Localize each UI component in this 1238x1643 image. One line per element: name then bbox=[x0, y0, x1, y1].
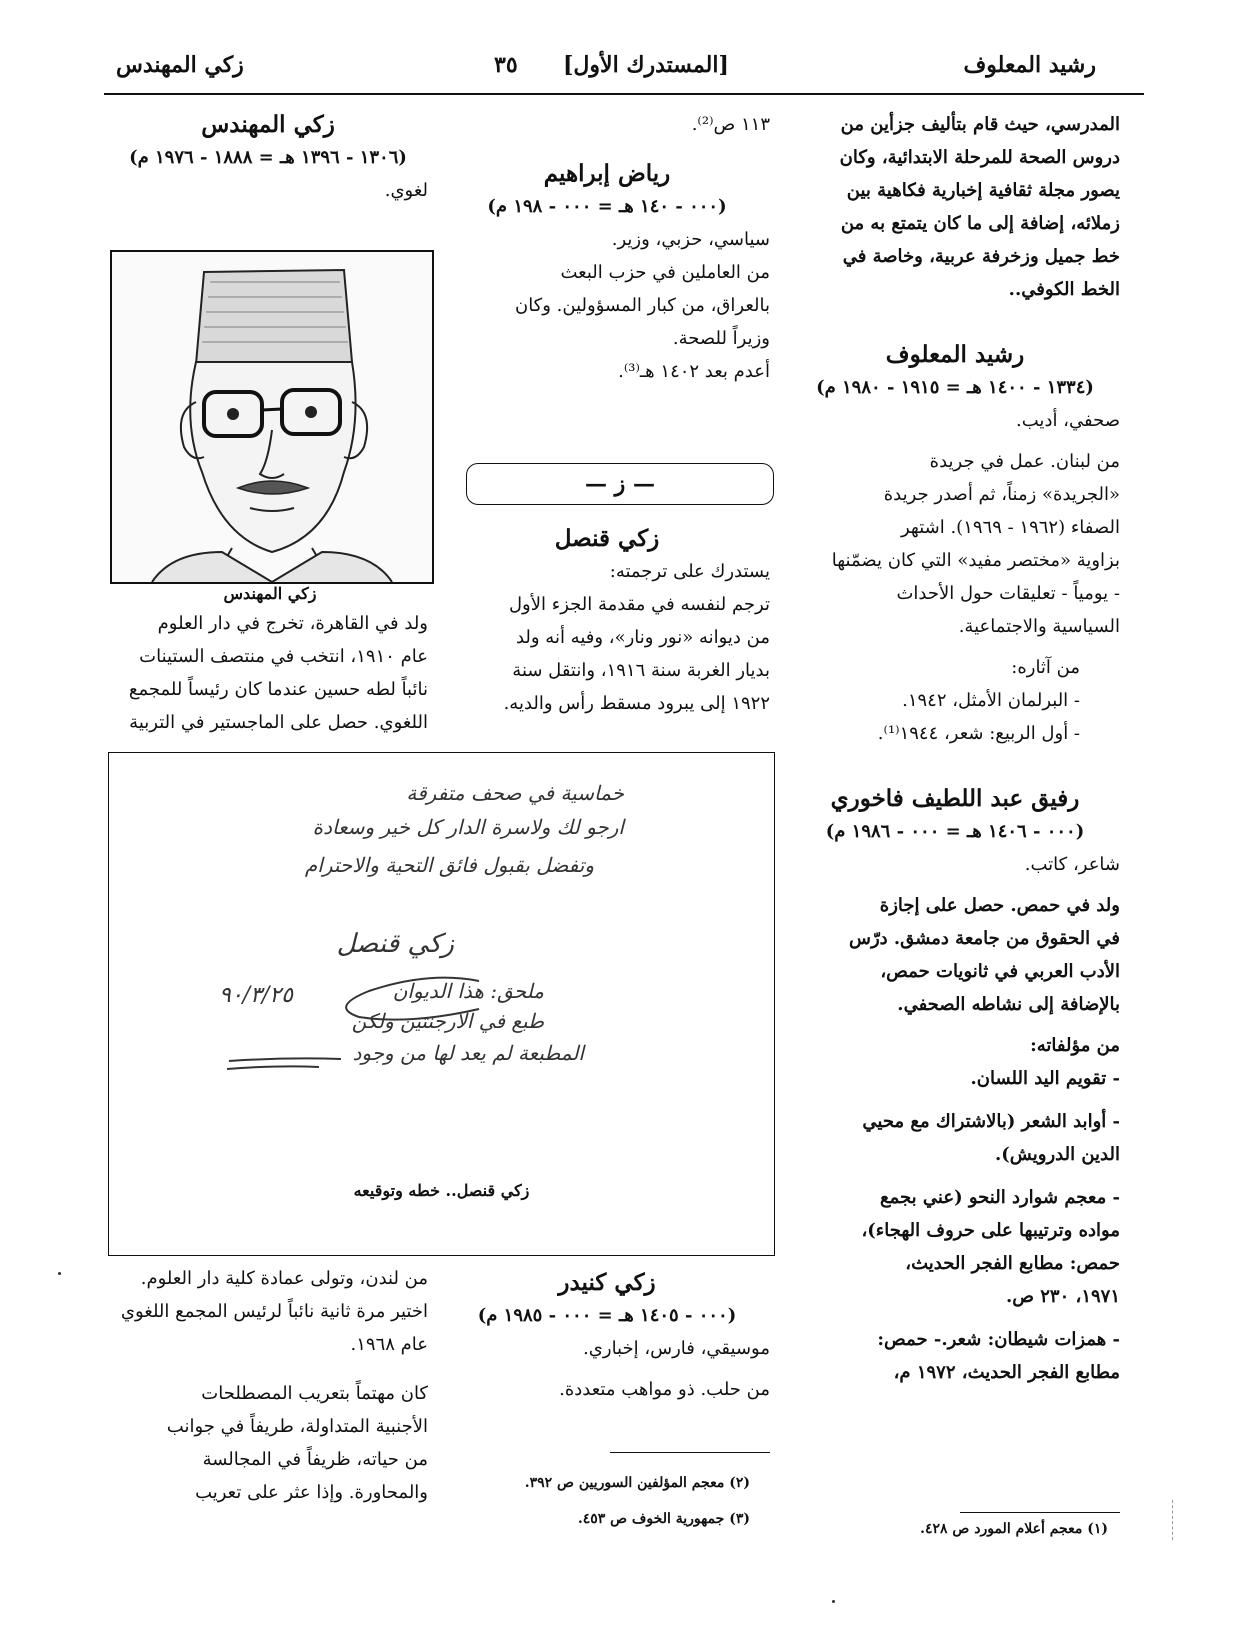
text-line: من حياته، ظريفاً في المجالسة bbox=[202, 1449, 428, 1470]
text-line: بالعراق، من كبار المسؤولين. وكان bbox=[514, 295, 770, 316]
handwriting-note-2: طبع في الارجنتين ولكن bbox=[351, 1009, 544, 1033]
entry-heading-kneider: زكي كنيدر bbox=[558, 1269, 656, 1296]
text-line: ترجم لنفسه في مقدمة الجزء الأول bbox=[508, 594, 770, 615]
right-column bbox=[790, 108, 1120, 1399]
entry-lead-qunsul: يستدرك على ترجمته: bbox=[609, 561, 770, 582]
entry-heading-ibrahim: رياض إبراهيم bbox=[543, 160, 671, 187]
text-line: في الحقوق من جامعة دمشق. درّس bbox=[848, 928, 1120, 949]
text-line: يصور مجلة ثقافية إخبارية فكاهية بين bbox=[846, 180, 1120, 201]
intro-paragraph bbox=[790, 108, 1120, 306]
scan-speck bbox=[58, 1272, 61, 1275]
text-line: الصفاء (١٩٦٢ - ١٩٦٩). اشتهر bbox=[901, 517, 1120, 538]
entry-heading-maalouf: رشيد المعلوف bbox=[885, 341, 1025, 368]
text-line: خط جميل وزخرفة عربية، وخاصة في bbox=[842, 246, 1120, 267]
portrait-caption: زكي المهندس bbox=[223, 584, 317, 603]
works-heading-fakhouri: من مؤلفاته: bbox=[1030, 1035, 1120, 1056]
text-line: من لبنان. عمل في جريدة bbox=[929, 451, 1120, 472]
handwriting-line-2: ارجو لك ولاسرة الدار كل خير وسعادة bbox=[312, 815, 624, 839]
entry-heading-fakhouri: رفيق عبد اللطيف فاخوري bbox=[830, 785, 1080, 812]
text-line: نائباً لطه حسين عندما كان رئيساً للمجمع bbox=[128, 679, 428, 700]
text-line: الخط الكوفي.. bbox=[1008, 279, 1120, 300]
work-item bbox=[790, 1062, 1120, 1095]
text-line: زملائه، إضافة إلى ما كان يتمتع به من bbox=[840, 213, 1120, 234]
text-line: كان مهتماً بتعريب المصطلحات bbox=[201, 1383, 428, 1404]
work-item: - البرلمان الأمثل، ١٩٤٢. bbox=[902, 690, 1080, 711]
text-line: من لندن، وتولى عمادة كلية دار العلوم. bbox=[140, 1268, 428, 1289]
text-line: ولد في القاهرة، تخرج في دار العلوم bbox=[157, 613, 428, 634]
middle-column-qunsul bbox=[444, 522, 770, 720]
text-line: بالإضافة إلى نشاطه الصحفي. bbox=[897, 994, 1120, 1015]
entry-bio-muhandis-bottom bbox=[108, 1262, 428, 1361]
work-item bbox=[790, 1105, 1120, 1171]
text-line: اللغوي. حصل على الماجستير في التربية bbox=[129, 712, 428, 733]
text-line: - يومياً - تعليقات حول الأحداث bbox=[896, 583, 1120, 604]
text-line: - تقويم اليد اللسان. bbox=[970, 1068, 1120, 1089]
footnote-rule-right bbox=[960, 1512, 1120, 1513]
section-letter-box: — ز — bbox=[466, 463, 774, 505]
text-line: من ديوانه «نور ونار»، وفيه أنه ولد bbox=[515, 627, 770, 648]
handwriting-note-1: ملحق: هذا الديوان bbox=[392, 979, 544, 1003]
entry-role-ibrahim: سياسي، حزبي، وزير. bbox=[611, 229, 770, 250]
footnotes-middle bbox=[525, 1458, 750, 1544]
entry-role-muhandis: لغوي. bbox=[384, 180, 428, 201]
entry-dates-ibrahim: (٠٠٠ - ١٤٠ هـ = ٠٠٠ - ١٩٨ م) bbox=[487, 196, 727, 217]
entry-heading-qunsul: زكي قنصل bbox=[554, 525, 660, 552]
text-line: حمص: مطابع الفجر الحديث، bbox=[905, 1253, 1120, 1274]
text-line: - أوابد الشعر (بالاشتراك مع محيي bbox=[862, 1111, 1120, 1132]
header-rule bbox=[104, 93, 1144, 95]
text-line: الأجنبية المتداولة، طريفاً في جوانب bbox=[166, 1416, 428, 1437]
text-line: الأدب العربي في ثانويات حمص، bbox=[880, 961, 1120, 982]
running-head-right: رشيد المعلوف bbox=[963, 52, 1096, 78]
entry-role-maalouf: صحفي، أديب. bbox=[1016, 410, 1120, 431]
footnote-line: (٣) جمهورية الخوف ص ٤٥٣. bbox=[577, 1511, 750, 1527]
middle-column-top bbox=[444, 108, 770, 388]
text-line: السياسية والاجتماعية. bbox=[958, 616, 1120, 637]
page-number: ٣٥ bbox=[494, 52, 518, 78]
work-item bbox=[790, 1323, 1120, 1389]
entry-dates-fakhouri: (٠٠٠ - ١٤٠٦ هـ = ٠٠٠ - ١٩٨٦ م) bbox=[825, 821, 1085, 842]
entry-bio-kneider: من حلب. ذو مواهب متعددة. bbox=[559, 1379, 770, 1400]
footnote-1: (١) معجم أعلام المورد ص ٤٢٨. bbox=[920, 1521, 1108, 1537]
text-line: - معجم شوارد النحو (عني بجمع bbox=[880, 1187, 1120, 1208]
text-line: من العاملين في حزب البعث bbox=[560, 262, 770, 283]
entry-role-kneider: موسيقي، فارس، إخباري. bbox=[583, 1338, 770, 1359]
text-line: ١٩٢٢ إلى يبرود مسقط رأس والديه. bbox=[503, 693, 770, 714]
text-line: عام ١٩٦٨. bbox=[350, 1334, 428, 1355]
entry-bio-ibrahim bbox=[444, 256, 770, 388]
works-list-maalouf bbox=[790, 684, 1080, 750]
handwriting-caption: زكي قنصل.. خطه وتوقيعه bbox=[353, 1181, 530, 1200]
text-line: ولد في حمص. حصل على إجازة bbox=[879, 895, 1120, 916]
entry-bio-muhandis-bottom2 bbox=[108, 1377, 428, 1509]
handwriting-figure bbox=[108, 752, 775, 1256]
text-line: اختير مرة ثانية نائباً لرئيس المجمع اللغوي bbox=[120, 1301, 428, 1322]
entry-heading-muhandis: زكي المهندس bbox=[201, 111, 335, 138]
text-line: - همزات شيطان: شعر.- حمص: bbox=[877, 1329, 1120, 1350]
handwriting-date: ٩٠/٣/٢٥ bbox=[219, 983, 293, 1008]
text-line: ١٩٧١، ٢٣٠ ص. bbox=[1005, 1286, 1120, 1307]
works-heading-maalouf: من آثاره: bbox=[1011, 657, 1080, 678]
text-line: أعدم بعد ١٤٠٢ هـ⁽³⁾. bbox=[618, 361, 770, 382]
text-line: المدرسي، حيث قام بتأليف جزأين من bbox=[840, 114, 1120, 135]
work-item: - أول الربيع: شعر، ١٩٤٤⁽¹⁾. bbox=[877, 723, 1080, 744]
text-line: بزاوية «مختصر مفيد» التي كان يضمّنها bbox=[831, 550, 1120, 571]
running-head-center: [المستدرك الأول] bbox=[563, 52, 729, 78]
left-column-bio-bottom bbox=[108, 1262, 428, 1509]
entry-bio-maalouf bbox=[790, 445, 1120, 643]
scan-edge-mark bbox=[1172, 1500, 1174, 1540]
middle-column-bottom bbox=[444, 1266, 770, 1406]
footnote-rule-middle bbox=[610, 1452, 770, 1453]
footnote-line: (٢) معجم المؤلفين السوريين ص ٣٩٢. bbox=[524, 1475, 750, 1491]
text-line: «الجريدة» زمناً، ثم أصدر جريدة bbox=[883, 484, 1120, 505]
left-column-top bbox=[108, 108, 428, 207]
portrait-photo bbox=[110, 250, 434, 584]
text-line: مواده وترتيبها على حروف الهجاء)، bbox=[861, 1220, 1120, 1241]
entry-dates-maalouf: (١٣٣٤ - ١٤٠٠ هـ = ١٩١٥ - ١٩٨٠ م) bbox=[816, 377, 1094, 398]
text-line: الدين الدرويش). bbox=[995, 1144, 1120, 1165]
entry-bio-muhandis-top bbox=[108, 607, 428, 739]
text-line: بديار الغربة سنة ١٩١٦، وانتقل سنة bbox=[512, 660, 770, 681]
handwriting-line-3: وتفضل بقبول فائق التحية والاحترام bbox=[304, 853, 594, 877]
scan-speck bbox=[832, 1600, 835, 1603]
middle-top-line: ١١٣ ص⁽²⁾. bbox=[691, 114, 770, 135]
entry-bio-qunsul bbox=[444, 588, 770, 720]
work-item bbox=[790, 1181, 1120, 1313]
works-list-fakhouri bbox=[790, 1062, 1120, 1389]
handwriting-line-1: خماسية في صحف متفرقة bbox=[406, 781, 624, 805]
entry-role-fakhouri: شاعر، كاتب. bbox=[1024, 854, 1120, 875]
text-line: دروس الصحة للمرحلة الابتدائية، وكان bbox=[839, 147, 1120, 168]
entry-bio-fakhouri bbox=[790, 889, 1120, 1021]
text-line: مطابع الفجر الحديث، ١٩٧٢ م، bbox=[893, 1362, 1120, 1383]
text-line: عام ١٩١٠، انتخب في منتصف الستينات bbox=[139, 646, 428, 667]
handwriting-note-3: المطبعة لم يعد لها من وجود bbox=[352, 1041, 584, 1065]
running-head-left: زكي المهندس bbox=[116, 52, 244, 78]
text-line: وزيراً للصحة. bbox=[672, 328, 770, 349]
text-line: والمحاورة. وإذا عثر على تعريب bbox=[195, 1482, 428, 1503]
handwriting-signature: زكي قنصل bbox=[336, 929, 454, 959]
entry-dates-muhandis: (١٣٠٦ - ١٣٩٦ هـ = ١٨٨٨ - ١٩٧٦ م) bbox=[129, 147, 407, 168]
entry-dates-kneider: (٠٠٠ - ١٤٠٥ هـ = ٠٠٠ - ١٩٨٥ م) bbox=[477, 1305, 737, 1326]
portrait-sketch bbox=[112, 252, 432, 582]
left-column-bio-top bbox=[108, 607, 428, 739]
